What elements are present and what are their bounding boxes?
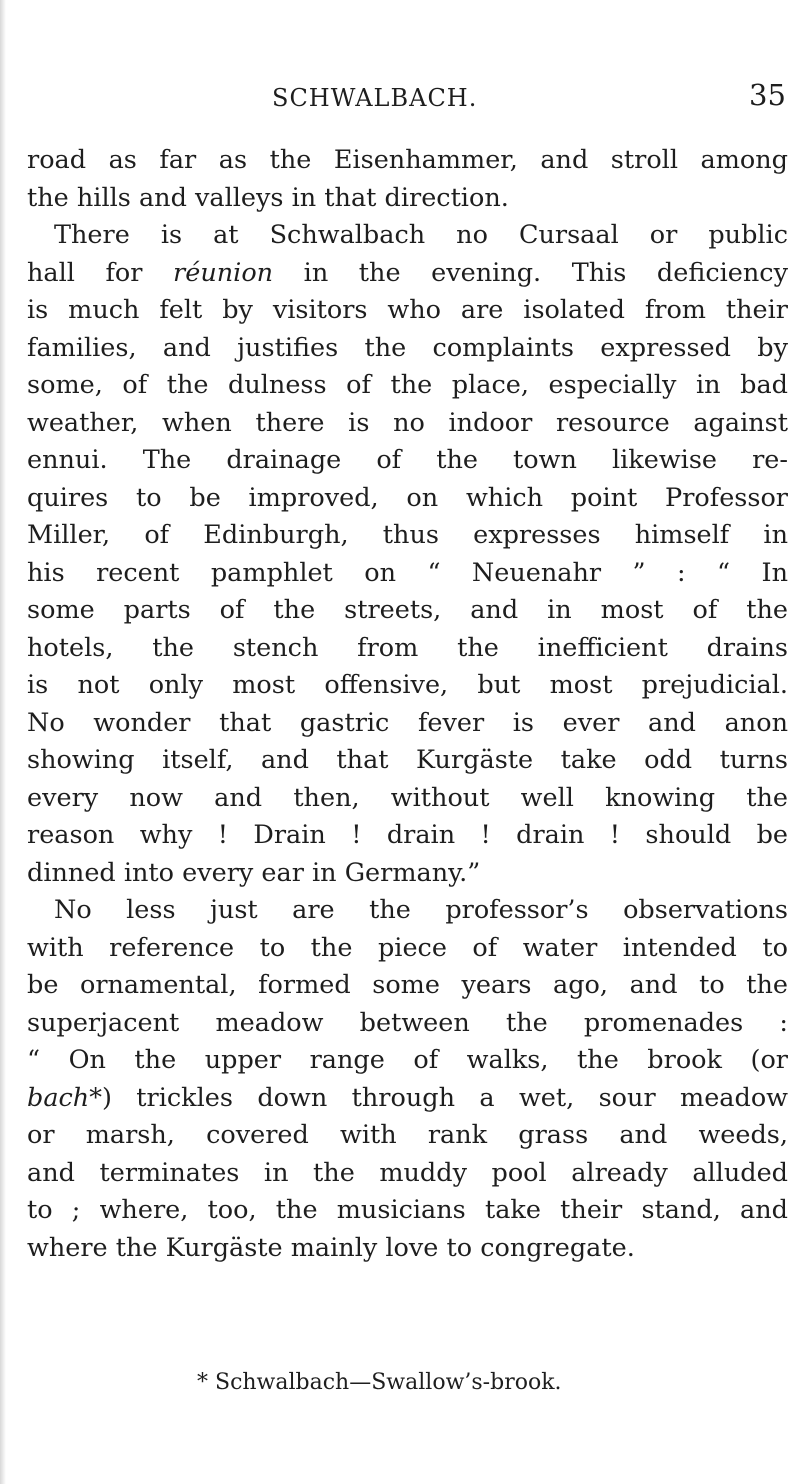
- text-line: some, of the dulness of the place, especially in bad: [27, 370, 788, 400]
- running-head: SCHWALBACH.: [272, 84, 478, 112]
- text-line: reason why ! Drain ! drain ! drain ! should be: [27, 820, 788, 850]
- text-line: every now and then, without well knowing the: [27, 782, 788, 813]
- text-line: families, and justifies the complaints expressed by: [27, 332, 788, 363]
- text-line: quires to be improved, on which point Professor: [27, 482, 788, 513]
- text-line: the hills and valleys in that direction.: [27, 182, 509, 213]
- italic-word: réunion: [173, 257, 274, 288]
- text-line: showing itself, and that Kurgäste take odd turns: [27, 745, 788, 775]
- text-line: is not only most offensive, but most prejudicial.: [27, 670, 788, 700]
- italic-word: bach: [27, 1082, 90, 1113]
- page-number: 35: [749, 78, 786, 112]
- text-line: his recent pamphlet on “ Neuenahr ” : “ In: [27, 557, 788, 588]
- text-line: No wonder that gastric fever is ever and anon: [27, 707, 788, 738]
- text-line: bach*) trickles down through a wet, sour meadow: [27, 1082, 788, 1113]
- text-line: be ornamental, formed some years ago, and to the: [27, 970, 788, 1000]
- text-line: ennui. The drainage of the town likewise re-: [27, 445, 788, 475]
- text-line: superjacent meadow between the promenades :: [27, 1007, 788, 1038]
- text-line: road as far as the Eisenhammer, and stroll among: [27, 145, 788, 175]
- text-line: There is at Schwalbach no Cursaal or public: [54, 220, 788, 250]
- text-line: dinned into every ear in Germany.”: [27, 857, 481, 888]
- text-line: Miller, of Edinburgh, thus expresses himself in: [27, 520, 788, 550]
- text-line: hotels, the stench from the inefficient drains: [27, 632, 788, 663]
- text-line: No less just are the professor’s observations: [54, 895, 788, 925]
- text-line: hall for réunion in the evening. This deficiency: [27, 257, 788, 288]
- text-line: with reference to the piece of water intended to: [27, 932, 788, 963]
- text-line: or marsh, covered with rank grass and weeds,: [27, 1120, 788, 1150]
- text-line: where the Kurgäste mainly love to congregate.: [27, 1232, 635, 1263]
- text-line: to ; where, too, the musicians take their stand, and: [27, 1195, 788, 1225]
- body-text: [27, 142, 788, 1267]
- footnote: * Schwalbach—Swallow’s-brook.: [197, 1370, 562, 1395]
- text-line: is much felt by visitors who are isolated from their: [27, 295, 788, 325]
- text-line: some parts of the streets, and in most of the: [27, 595, 788, 625]
- page-gutter-shadow: [0, 0, 6, 1484]
- text-line: and terminates in the muddy pool already alluded: [27, 1157, 788, 1188]
- text-line: “ On the upper range of walks, the brook (or: [27, 1045, 788, 1075]
- text-line: weather, when there is no indoor resource against: [27, 407, 788, 438]
